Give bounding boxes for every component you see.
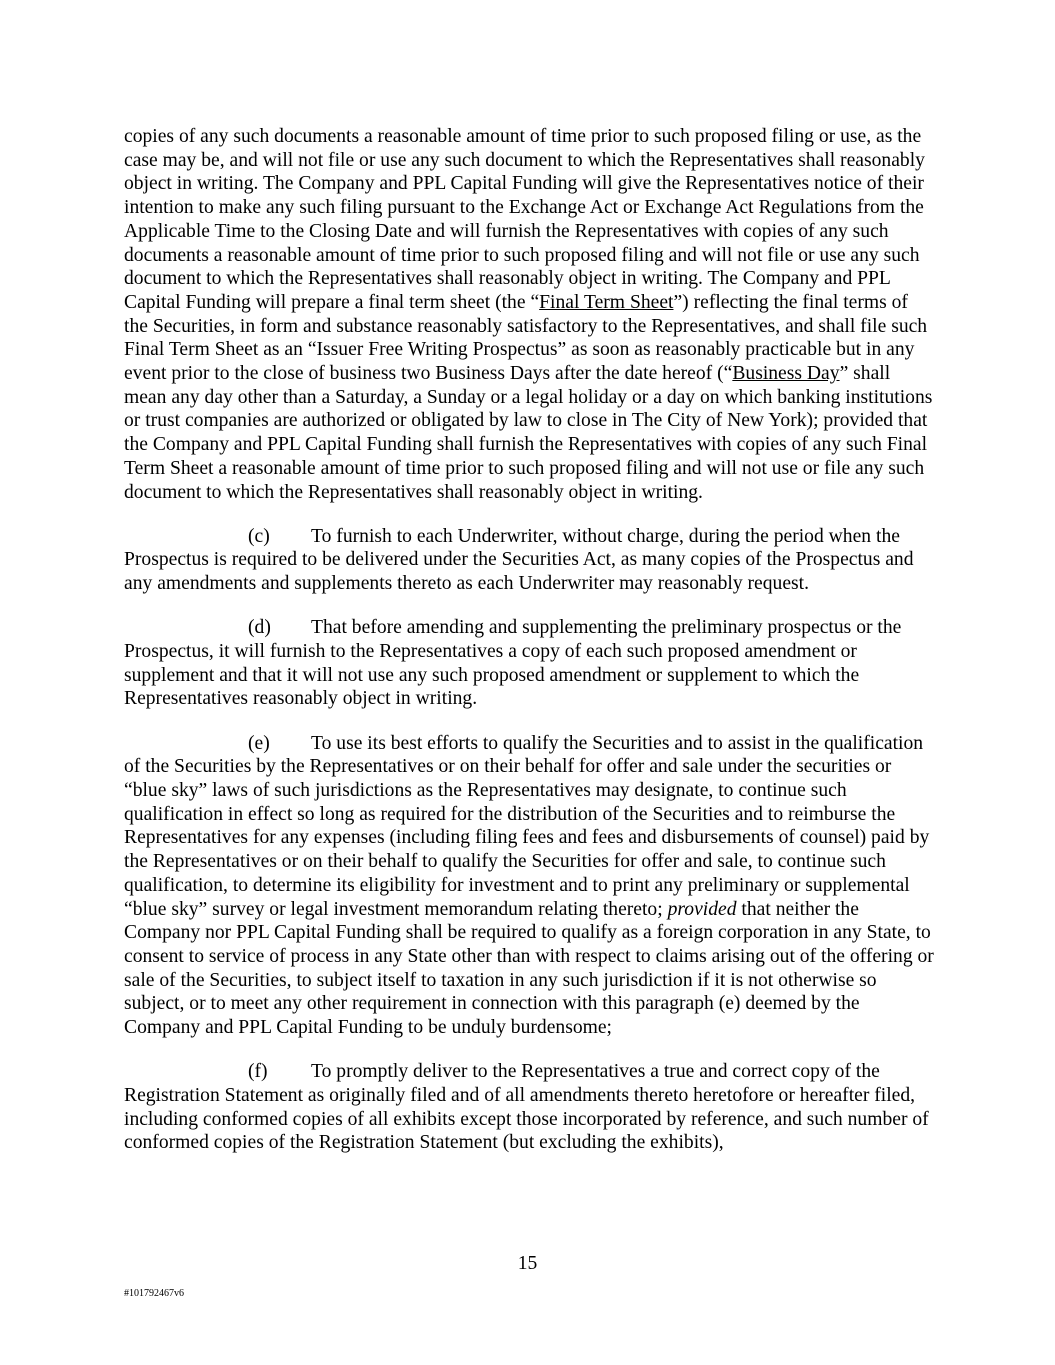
paragraph-label: (d) xyxy=(248,617,271,639)
paragraph-text: To promptly deliver to the Representatives a true and correct copy of the Registration Statement as originally filed and of all amendments thereto heretofore or hereafter filed, including conformed copies of all exhibits except those incorporated by reference, and such number of conformed copies of the Registration Statement (but excluding the exhibits), xyxy=(124,1061,929,1154)
paragraph-continuation xyxy=(124,125,934,504)
defined-term-business-day: Business Day xyxy=(732,363,840,385)
paragraph-c xyxy=(124,525,934,596)
paragraph-label: (f) xyxy=(248,1061,268,1083)
paragraph-e xyxy=(124,732,934,1040)
paragraph-text: that neither the Company nor PPL Capital Funding shall be required to qualify as a foreign corporation in any State, to consent to service of process in any State other than with respect to claims arising out of the offering or sale of the Securities, to subject itself to taxation in any such jurisdiction if it is not otherwise so subject, or to meet any other requirement in connection with this paragraph (e) deemed by the Company and PPL Capital Funding to be unduly burdensome; xyxy=(124,898,934,1039)
paragraph-text: copies of any such documents a reasonable amount of time prior to such proposed filing or use, as the case may be, and will not file or use any such document to which the Representatives shall reasonably object in writing. The Company and PPL Capital Funding will give the Representatives notice of their intention to make any such filing pursuant to the Exchange Act or Exchange Act Regulations from the Applicable Time to the Closing Date and will furnish the Representatives with copies of any such documents a reasonable amount of time prior to such proposed filing and will not file or use any such document to which the Representatives shall reasonably object in writing. The Company and PPL Capital Funding will prepare a final term sheet (the “ xyxy=(124,126,925,313)
body-text xyxy=(124,125,934,1176)
paragraph-text: ”) reflecting the final terms of the Securities, in form and substance reasonably satisfactory to the Representatives, and shall file such Final Term Sheet as an “Issuer Free Writing Prospectus” as soon as reasonably practicable but in any event prior to the close of business two Business Days after the date hereof (“ xyxy=(124,291,928,385)
paragraph-text: ” shall mean any day other than a Saturday, a Sunday or a legal holiday or a day on which banking institutions or trust companies are authorized or obligated by law to close in The City of New York); provided that the Company and PPL Capital Funding shall furnish the Representatives with copies of any such Final Term Sheet a reasonable amount of time prior to such proposed filing and will not use or file any such document to which the Representatives shall reasonably object in writing. xyxy=(124,363,933,503)
paragraph-label: (c) xyxy=(248,525,270,547)
defined-term-final-term-sheet: Final Term Sheet xyxy=(539,291,674,313)
italic-term-provided: provided xyxy=(667,898,737,920)
paragraph-d xyxy=(124,616,934,711)
paragraph-text: To use its best efforts to qualify the Securities and to assist in the qualification of the Securities by the Representatives or on their behalf for offer and sale under the securities or “blue sky” laws of such jurisdictions as the Representatives may designate, to continue such qualification in effect so long as required for the distribution of the Securities and to reimburse the Representatives for any expenses (including filing fees and fees and disbursements of counsel) paid by the Representatives or on their behalf to qualify the Securities for offer and sale, to continue such qualification, to determine its eligibility for investment and to print any preliminary or supplemental “blue sky” survey or legal investment memorandum relating thereto; xyxy=(124,732,930,920)
page-number: 15 xyxy=(517,1253,538,1274)
document-id: #101792467v6 xyxy=(124,1288,184,1299)
paragraph-text: To furnish to each Underwriter, without charge, during the period when the Prospectus is required to be delivered under the Securities Act, as many copies of the Prospectus and any amendments and supplements thereto as each Underwriter may reasonably request. xyxy=(124,525,914,595)
paragraph-f xyxy=(124,1060,934,1155)
paragraph-text: That before amending and supplementing the preliminary prospectus or the Prospectus, it will furnish to the Representatives a copy of each such proposed amendment or supplement and that it will not use any such proposed amendment or supplement to which the Representatives reasonably object in writing. xyxy=(124,617,902,710)
paragraph-label: (e) xyxy=(248,732,270,754)
